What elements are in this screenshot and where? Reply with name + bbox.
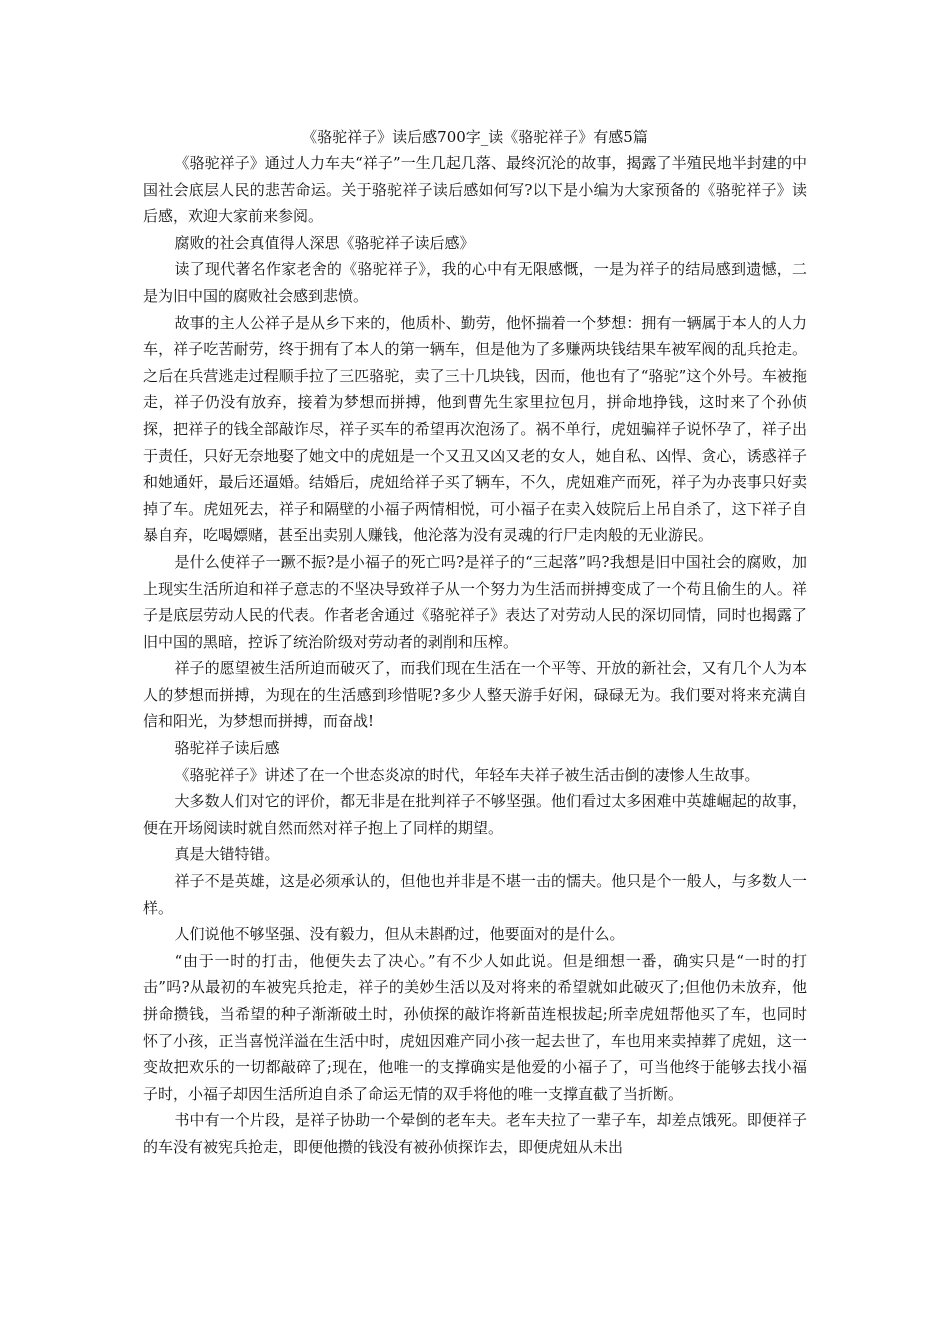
body-paragraph: 人们说他不够坚强、没有毅力，但从未斟酌过，他要面对的是什么。 bbox=[174, 925, 625, 944]
body-paragraph: 《骆驼祥子》讲述了在一个世态炎凉的时代，年轻车夫祥子被生活击倒的凄惨人生故事。 bbox=[174, 765, 760, 784]
body-paragraph: 书中有一个片段，是祥子协助一个晕倒的老车夫。老车夫拉了一辈子车，却差点饿死。即便祥子的车没有被宪兵抢走，即便他攒的钱没有被孙侦探诈去，即便虎妞从未出 bbox=[143, 1111, 807, 1156]
intro-paragraph: 《骆驼祥子》通过人力车夫“祥子”一生几起几落、最终沉沦的故事，揭露了半殖民地半封建的中国社会底层人民的悲苦命运。关于骆驼祥子读后感如何写?以下是小编为大家预备的《骆驼祥子》读后感，欢迎大家前来参阅。 bbox=[143, 154, 807, 226]
body-paragraph: 真是大错特错。 bbox=[174, 845, 280, 864]
body-paragraph: 读了现代著名作家老舍的《骆驼祥子》，我的心中有无限感慨，一是为祥子的结局感到遗憾，二是为旧中国的腐败社会感到悲愤。 bbox=[143, 260, 807, 305]
body-paragraph: 是什么使祥子一蹶不振?是小福子的死亡吗?是祥子的“三起落”吗?我想是旧中国社会的腐败，加上现实生活所迫和祥子意志的不坚决导致祥子从一个努力为生活而拼搏变成了一个苟且偷生的人。祥子是底层劳动人民的代表。作者老舍通过《骆驼祥子》表达了对劳动人民的深切同情，同时也揭露了旧中国的黑暗，控诉了统治阶级对劳动者的剥削和压榨。 bbox=[143, 552, 807, 651]
body-paragraph: 故事的主人公祥子是从乡下来的，他质朴、勤劳，他怀揣着一个梦想：拥有一辆属于本人的人力车，祥子吃苦耐劳，终于拥有了本人的第一辆车，但是他为了多赚两块钱结果车被军阀的乱兵抢走。之后在兵营逃走过程顺手拉了三匹骆驼，卖了三十几块钱，因而，他也有了“骆驼”这个外号。车被拖走，祥子仍没有放弃，接着为梦想而拼搏，他到曹先生家里拉包月，拼命地挣钱，这时来了个孙侦探，把祥子的钱全部敲诈尽，祥子买车的希望再次泡汤了。祸不单行，虎妞骗祥子说怀孕了，祥子出于责任，只好无奈地娶了她文中的虎妞是一个又丑又凶又老的女人，她自私、凶悍、贪心，诱惑祥子和她通奸，最后还逼婚。结婚后，虎妞给祥子买了辆车，不久，虎妞难产而死，祥子为办丧事只好卖掉了车。虎妞死去，祥子和隔壁的小福子两情相悦，可小福子在卖入妓院后上吊自杀了，这下祥子自暴自弃，吃喝嫖赌，甚至出卖别人赚钱，他沦落为没有灵魂的行尸走肉般的无业游民。 bbox=[143, 313, 807, 545]
section-heading-1: 腐败的社会真值得人深思《骆驼祥子读后感》 bbox=[174, 233, 475, 252]
body-paragraph: 大多数人们对它的评价，都无非是在批判祥子不够坚强。他们看过太多困难中英雄崛起的故事，便在开场阅读时就自然而然对祥子抱上了同样的期望。 bbox=[143, 792, 807, 837]
document-title: 《骆驼祥子》读后感700字_读《骆驼祥子》有感5篇 bbox=[302, 128, 648, 146]
body-paragraph: 祥子的愿望被生活所迫而破灭了，而我们现在生活在一个平等、开放的新社会，又有几个人为本人的梦想而拼搏，为现在的生活感到珍惜呢?多少人整天游手好闲，碌碌无为。我们要对将来充满自信和阳光，为梦想而拼搏，而奋战! bbox=[143, 659, 807, 731]
section-heading-2: 骆驼祥子读后感 bbox=[174, 739, 280, 758]
document-page bbox=[143, 124, 807, 1161]
body-paragraph: “由于一时的打击，他便失去了决心。”有不少人如此说。但是细想一番，确实只是“一时的打击”吗?从最初的车被宪兵抢走，祥子的美妙生活以及对将来的希望就如此破灭了;但他仍未放弃，他拼命攒钱，当希望的种子渐渐破土时，孙侦探的敲诈将新苗连根拔起;所幸虎妞帮他买了车，也同时怀了小孩，正当喜悦洋溢在生活中时，虎妞因难产同小孩一起去世了，车也用来卖掉葬了虎妞，这一变故把欢乐的一切都敲碎了;现在，他唯一的支撑确实是他爱的小福子了，可当他终于能够去找小福子时，小福子却因生活所迫自杀了命运无情的双手将他的唯一支撑直截了当折断。 bbox=[143, 951, 807, 1103]
body-paragraph: 祥子不是英雄，这是必须承认的，但他也并非是不堪一击的懦夫。他只是个一般人，与多数人一样。 bbox=[143, 872, 807, 917]
